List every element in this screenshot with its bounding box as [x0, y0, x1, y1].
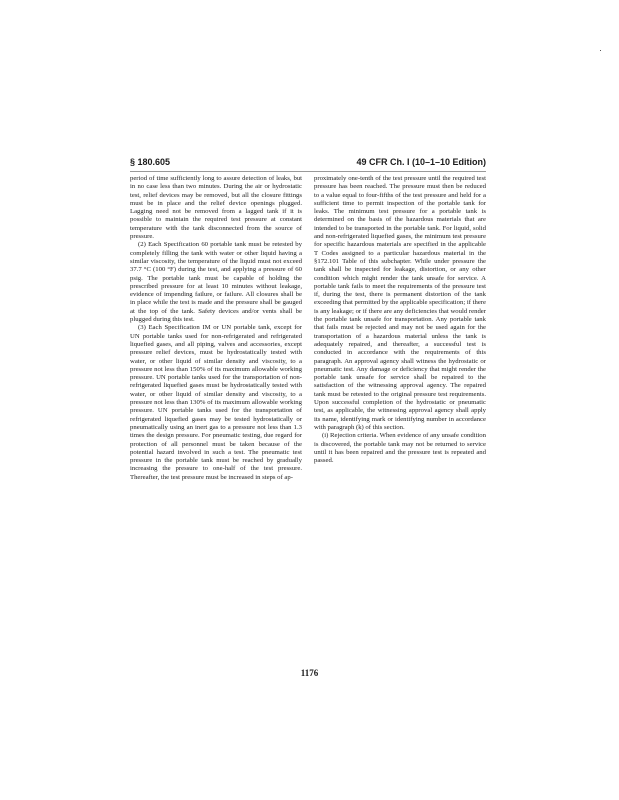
- paragraph-1-continuation: period of time sufficiently long to assure detection of leaks, but in no case less than two minutes. During the air or hydrostatic test, relief devices may be removed, but all the closure fittings must be in place and the relief device openings plugged. Lagging need not be removed from a lagged tank if it is possible to maintain the required test pressure at constant temperature with the tank disconnected from the source of pressure.: [130, 175, 302, 241]
- paragraph-3-spec-im-un: (3) Each Specification IM or UN portable tank, except for UN portable tanks used for non-refrigerated and refrigerated liquefied gases, and all piping, valves and accessories, except pressure relief devices, must be hydrostatically tested with water, or other liquid of similar density and viscosity, to a pressure not less than 150% of its maximum allowable working pressure. UN portable tanks used for the transportation of non-refrigerated liquefied gases must be hydrostatically tested with water, or other liquid of similar density and viscosity, to a pressure not less than 130% of its maximum allowable working pressure. UN portable tanks used for the transportation of refrigerated liquefied gases may be tested hydrostatically or pneumatically using an inert gas to a pressure not less than 1.3 times the design pressure. For pneumatic testing, due regard for protection of all personnel must be taken because of the potential hazard involved in such a test. The pneumatic test pressure in the portable tank must be reached by gradually increasing the pressure to one-half of the test pressure. Thereafter, the test pressure must be increased in steps of ap-: [130, 324, 302, 481]
- cfr-title: 49 CFR Ch. I (10–1–10 Edition): [356, 157, 486, 167]
- scan-speck: [600, 50, 601, 51]
- left-column: [130, 175, 302, 482]
- right-column: [314, 175, 486, 465]
- paragraph-rejection-criteria: (i) Rejection criteria. When evidence of any unsafe condition is discovered, the portable tank may not be returned to service until it has been repaired and the pressure test is repeated and passed.: [314, 432, 486, 465]
- paragraph-2-spec-60: (2) Each Specification 60 portable tank must be retested by completely filling the tank with water or other liquid having a similar viscosity, the temperature of the liquid must not exceed 37.7 °C (100 °F) during the test, and applying a pressure of 60 psig. The portable tank must be capable of holding the prescribed pressure for at least 10 minutes without leakage, evidence of impending failure, or failure. All closures shall be in place while the test is made and the pressure shall be gauged at the top of the tank. Safety devices and/or vents shall be plugged during this test.: [130, 241, 302, 324]
- paragraph-3-continuation: proximately one-tenth of the test pressure until the required test pressure has been reached. The pressure must then be reduced to a value equal to four-fifths of the test pressure and held for a sufficient time to permit inspection of the portable tank for leaks. The minimum test pressure for a portable tank is determined on the basis of the hazardous materials that are intended to be transported in the portable tank. For liquid, solid and non-refrigerated liquefied gases, the minimum test pressure for specific hazardous materials are specified in the applicable T Codes assigned to a particular hazardous material in the §172.101 Table of this subchapter. While under pressure the tank shall be inspected for leakage, distortion, or any other condition which might render the tank unsafe for service. A portable tank fails to meet the requirements of the pressure test if, during the test, there is permanent distortion of the tank exceeding that permitted by the applicable specification; if there is any leakage; or if there are any deficiencies that would render the portable tank unsafe for transportation. Any portable tank that fails must be rejected and may not be used again for the transportation of a hazardous material unless the tank is adequately repaired, and thereafter, a successful test is conducted in accordance with the requirements of this paragraph. An approval agency shall witness the hydrostatic or pneumatic test. Any damage or deficiency that might render the portable tank unsafe for service shall be repaired to the satisfaction of the witnessing approval agency. The repaired tank must be retested to the original pressure test requirements. Upon successful completion of the hydrostatic or pneumatic test, as applicable, the witnessing approval agency shall apply its name, identifying mark or identifying number in accordance with paragraph (k) of this section.: [314, 175, 486, 431]
- section-number: § 180.605: [130, 157, 171, 167]
- page-header: [130, 157, 486, 172]
- page-number: 1176: [300, 668, 319, 678]
